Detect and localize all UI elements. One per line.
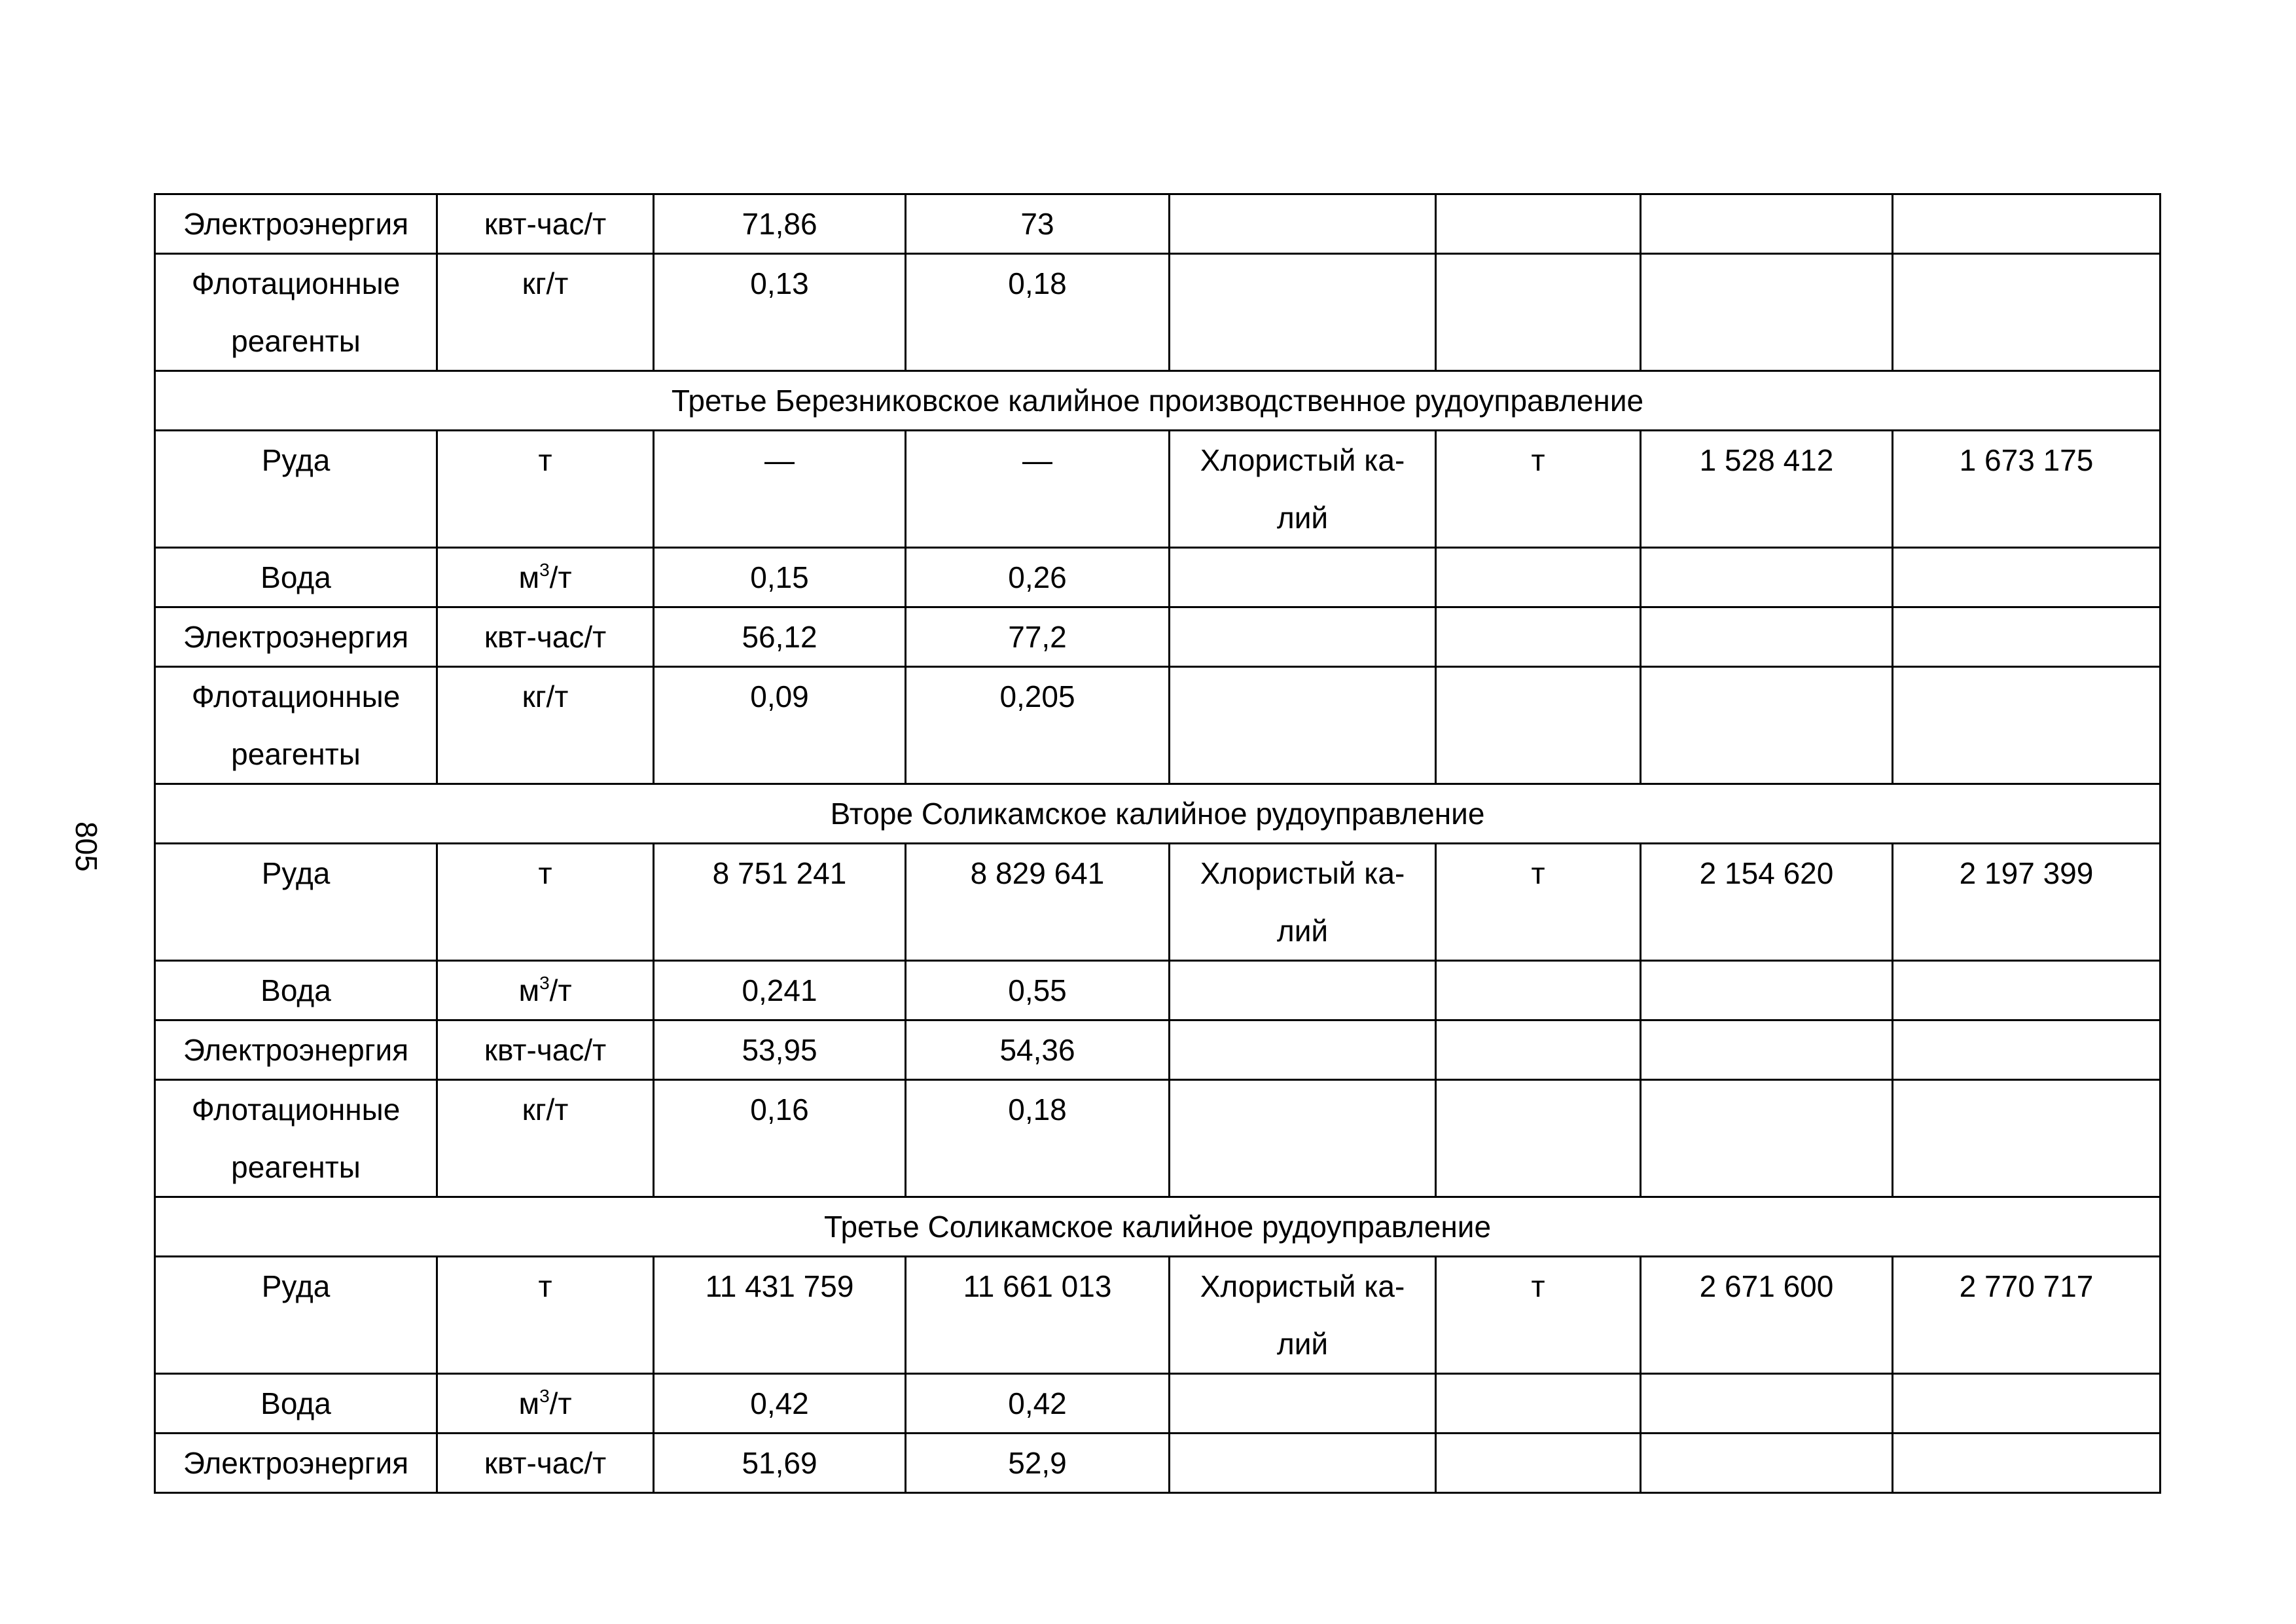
actual-value-cell: 0,18 [906,254,1170,371]
table-body [155,194,2161,1493]
section-title: Вторе Соликамское калийное рудоуправление [155,784,2161,844]
resource-name-cell: Руда [155,844,437,961]
table-row [155,431,2161,548]
plan-output-cell: 2 154 620 [1641,844,1893,961]
actual-output-cell [1893,548,2161,607]
actual-output-cell [1893,961,2161,1020]
product-name-cell [1170,1434,1436,1493]
actual-value-cell: 0,55 [906,961,1170,1020]
unit-cell: квт-час/т [437,607,654,667]
resource-name-cell: Электроэнергия [155,194,437,254]
actual-output-cell [1893,1020,2161,1080]
product-name-cell: Хлористый ка- лий [1170,844,1436,961]
actual-output-cell [1893,1080,2161,1197]
table-row [155,1434,2161,1493]
table-row [155,961,2161,1020]
section-row [155,371,2161,431]
actual-output-cell [1893,667,2161,784]
plan-output-cell [1641,961,1893,1020]
resource-name-cell: Вода [155,548,437,607]
product-unit-cell [1436,194,1641,254]
plan-output-cell [1641,548,1893,607]
resource-name-cell: Вода [155,1374,437,1434]
product-name-cell [1170,548,1436,607]
actual-value-cell: 73 [906,194,1170,254]
actual-value-cell: 0,18 [906,1080,1170,1197]
page-number: 805 [69,821,103,872]
plan-output-cell [1641,1374,1893,1434]
product-unit-cell [1436,1080,1641,1197]
norm-value-cell: 53,95 [654,1020,906,1080]
product-unit-cell [1436,961,1641,1020]
resource-consumption-table [154,193,2161,1494]
product-name-cell [1170,961,1436,1020]
section-row [155,1197,2161,1257]
unit-cell: квт-час/т [437,1020,654,1080]
product-unit-cell: т [1436,1257,1641,1374]
product-name-cell [1170,1374,1436,1434]
product-name-cell: Хлористый ка- лий [1170,431,1436,548]
norm-value-cell: 0,42 [654,1374,906,1434]
actual-value-cell: — [906,431,1170,548]
unit-cell: т [437,1257,654,1374]
unit-cell: кг/т [437,254,654,371]
actual-output-cell: 2 770 717 [1893,1257,2161,1374]
plan-output-cell: 1 528 412 [1641,431,1893,548]
actual-value-cell: 11 661 013 [906,1257,1170,1374]
resource-name-cell: Руда [155,431,437,548]
actual-output-cell [1893,254,2161,371]
actual-output-cell [1893,1434,2161,1493]
plan-output-cell [1641,667,1893,784]
section-title: Третье Березниковское калийное производственное рудоуправление [155,371,2161,431]
norm-value-cell: 56,12 [654,607,906,667]
unit-cell: $м^3/т$ [437,1374,654,1434]
resource-name-cell: Флотационные реагенты [155,1080,437,1197]
table-row [155,254,2161,371]
plan-output-cell: 2 671 600 [1641,1257,1893,1374]
plan-output-cell [1641,1020,1893,1080]
actual-output-cell [1893,607,2161,667]
actual-output-cell [1893,194,2161,254]
table-row [155,1020,2161,1080]
norm-value-cell: — [654,431,906,548]
product-unit-cell: т [1436,844,1641,961]
table-row [155,607,2161,667]
unit-cell: т [437,431,654,548]
plan-output-cell [1641,1080,1893,1197]
product-unit-cell [1436,1020,1641,1080]
norm-value-cell: 0,16 [654,1080,906,1197]
resource-name-cell: Электроэнергия [155,607,437,667]
product-name-cell [1170,607,1436,667]
unit-cell: кг/т [437,667,654,784]
product-unit-cell [1436,667,1641,784]
product-unit-cell [1436,254,1641,371]
norm-value-cell: 0,13 [654,254,906,371]
table-row [155,1257,2161,1374]
actual-value-cell: 77,2 [906,607,1170,667]
unit-cell: кг/т [437,1080,654,1197]
product-name-cell [1170,667,1436,784]
norm-value-cell: 8 751 241 [654,844,906,961]
norm-value-cell: 51,69 [654,1434,906,1493]
norm-value-cell: 71,86 [654,194,906,254]
product-unit-cell [1436,1434,1641,1493]
table-row [155,548,2161,607]
plan-output-cell [1641,1434,1893,1493]
actual-output-cell: 2 197 399 [1893,844,2161,961]
actual-value-cell: 8 829 641 [906,844,1170,961]
actual-value-cell: 54,36 [906,1020,1170,1080]
product-unit-cell [1436,1374,1641,1434]
section-title: Третье Соликамское калийное рудоуправление [155,1197,2161,1257]
resource-name-cell: Флотационные реагенты [155,667,437,784]
product-unit-cell [1436,607,1641,667]
product-name-cell [1170,254,1436,371]
table-row [155,194,2161,254]
product-name-cell [1170,1080,1436,1197]
actual-output-cell: 1 673 175 [1893,431,2161,548]
unit-cell: т [437,844,654,961]
table-row [155,667,2161,784]
norm-value-cell: 0,15 [654,548,906,607]
product-unit-cell [1436,548,1641,607]
resource-name-cell: Вода [155,961,437,1020]
unit-cell: $м^3/т$ [437,961,654,1020]
table-row [155,1080,2161,1197]
plan-output-cell [1641,254,1893,371]
product-unit-cell: т [1436,431,1641,548]
actual-output-cell [1893,1374,2161,1434]
norm-value-cell: 0,09 [654,667,906,784]
resource-name-cell: Руда [155,1257,437,1374]
table-row [155,1374,2161,1434]
unit-cell: квт-час/т [437,1434,654,1493]
actual-value-cell: 52,9 [906,1434,1170,1493]
norm-value-cell: 11 431 759 [654,1257,906,1374]
unit-cell: $м^3/т$ [437,548,654,607]
resource-name-cell: Электроэнергия [155,1020,437,1080]
unit-cell: квт-час/т [437,194,654,254]
table-row [155,844,2161,961]
norm-value-cell: 0,241 [654,961,906,1020]
resource-name-cell: Электроэнергия [155,1434,437,1493]
actual-value-cell: 0,26 [906,548,1170,607]
actual-value-cell: 0,42 [906,1374,1170,1434]
plan-output-cell [1641,194,1893,254]
actual-value-cell: 0,205 [906,667,1170,784]
product-name-cell: Хлористый ка- лий [1170,1257,1436,1374]
product-name-cell [1170,1020,1436,1080]
resource-name-cell: Флотационные реагенты [155,254,437,371]
plan-output-cell [1641,607,1893,667]
section-row [155,784,2161,844]
product-name-cell [1170,194,1436,254]
